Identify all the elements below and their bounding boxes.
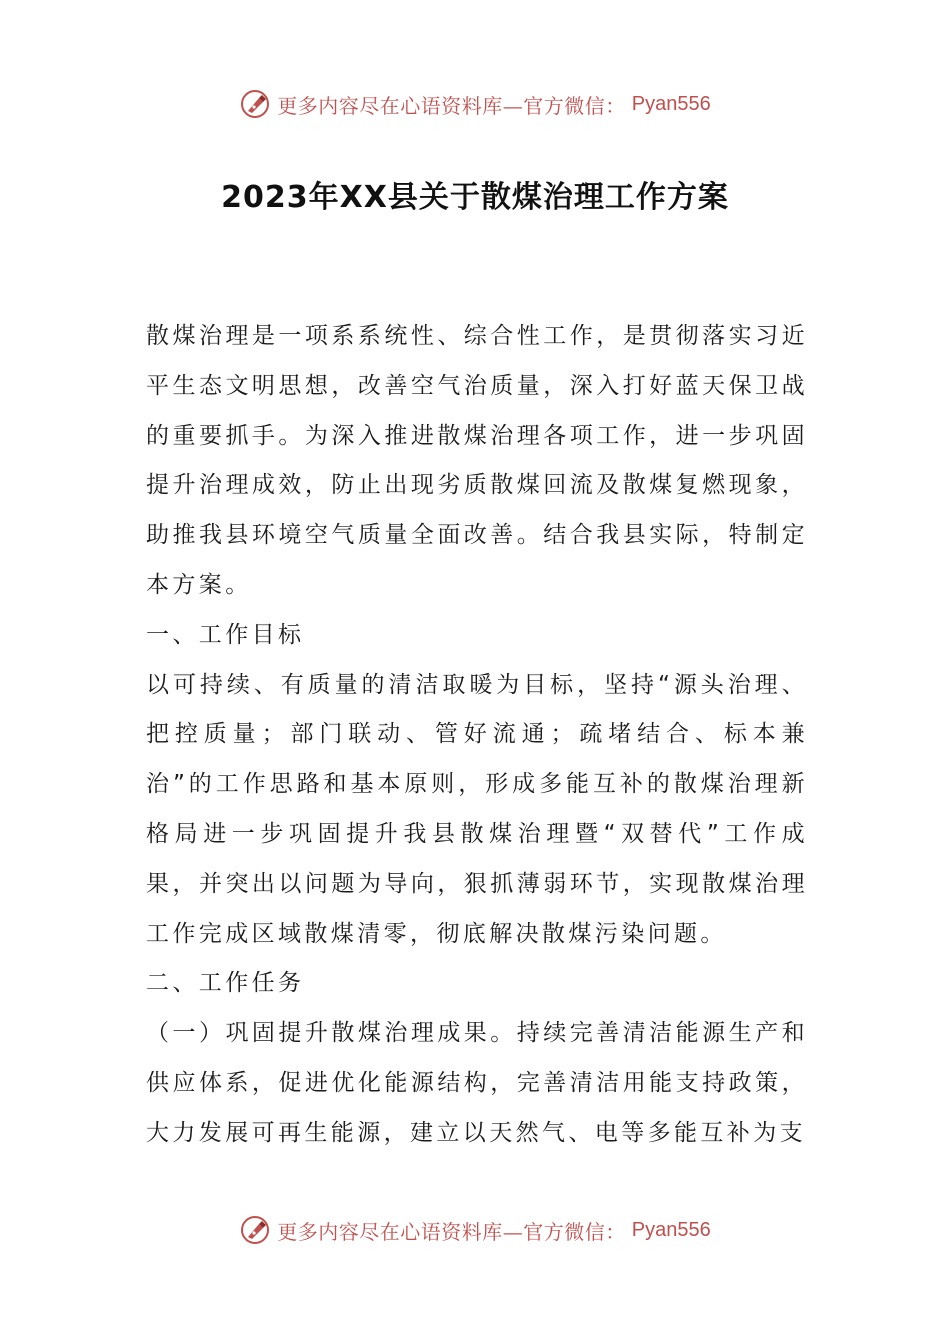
tasks-paragraph: （一）巩固提升散煤治理成果。持续完善清洁能源生产和供应体系，促进优化能源结构，完善清洁用能支持政策，大力发展可再生能源，建立以天然气、电等多能互补为支 — [146, 1020, 808, 1146]
document-title: 2023年XX县关于散煤治理工作方案 — [221, 180, 729, 215]
goals-paragraph: 以可持续、有质量的清洁取暖为目标，坚持“源头治理、把控质量；部门联动、管好流通；疏堵结合、标本兼治”的工作思路和基本原则，形成多能互补的散煤治理新格局进一步巩固提升我县散煤治理暨“双替代”工作成果，并突出以问题为导向，狠抓薄弱环节，实现散煤治理工作完成区域散煤清零，彻底解决散煤污染问题。 — [146, 671, 808, 947]
pen-nib-logo-icon — [239, 1214, 271, 1246]
header-watermark — [0, 84, 950, 124]
footer-watermark — [0, 1210, 950, 1250]
watermark-wechat-id: Pyan556 — [631, 1218, 711, 1241]
pen-nib-logo-icon — [239, 88, 271, 120]
document-body — [146, 312, 808, 1159]
watermark-wechat-id: Pyan556 — [631, 92, 711, 115]
intro-paragraph: 散煤治理是一项系系统性、综合性工作，是贯彻落实习近平生态文明思想，改善空气治质量，深入打好蓝天保卫战的重要抓手。为深入推进散煤治理各项工作，进一步巩固提升治理成效，防止出现劣质散煤回流及散煤复燃现象，助推我县环境空气质量全面改善。结合我县实际，特制定本方案。 — [146, 323, 808, 598]
section-heading-tasks: 二、工作任务 — [146, 970, 305, 997]
section-heading-goals: 一、工作目标 — [146, 621, 305, 648]
watermark-text: 更多内容尽在心语资料库—官方微信： — [277, 93, 626, 118]
watermark-text: 更多内容尽在心语资料库—官方微信： — [277, 1219, 626, 1244]
